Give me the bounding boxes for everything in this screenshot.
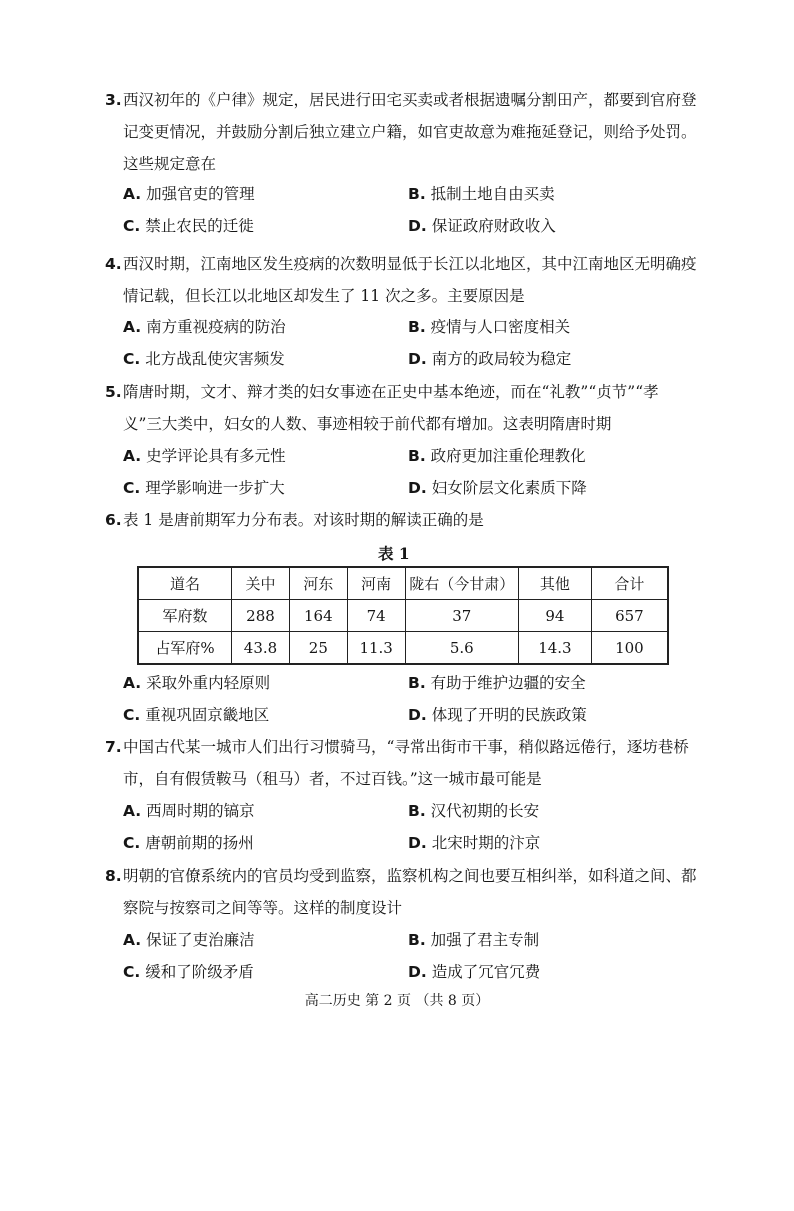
question-text-line: 市，自有假赁鞍马（租马）者，不过百钱。”这一城市最可能是	[123, 770, 542, 788]
table-cell: 43.8	[232, 632, 290, 665]
table-cell: 14.3	[519, 632, 592, 665]
option-c[interactable]: C. 北方战乱使灾害频发	[123, 350, 285, 368]
question-text-line: 表 1 是唐前期军力分布表。对该时期的解读正确的是	[123, 511, 484, 529]
table-cell: 37	[405, 600, 518, 632]
question-text-line: 记变更情况，并鼓励分割后独立建立户籍，如官吏故意为难拖延登记，则给予处罚。	[123, 123, 697, 141]
table-cell: 100	[591, 632, 668, 665]
table-header-cell: 合计	[591, 567, 668, 600]
question-text-line: 隋唐时期，文才、辩才类的妇女事迹在正史中基本绝迹，而在“礼教”“贞节”“孝	[123, 383, 659, 401]
table-header-cell: 道名	[138, 567, 232, 600]
option-b[interactable]: B. 汉代初期的长安	[408, 802, 540, 820]
question-text-line: 西汉时期，江南地区发生疫病的次数明显低于长江以北地区，其中江南地区无明确疫	[123, 255, 697, 273]
table-header-cell: 关中	[232, 567, 290, 600]
table-cell: 164	[289, 600, 347, 632]
option-c[interactable]: C. 缓和了阶级矛盾	[123, 963, 254, 981]
option-d[interactable]: D. 造成了冗官冗费	[408, 963, 541, 981]
option-d[interactable]: D. 妇女阶层文化素质下降	[408, 479, 587, 497]
table-cell: 657	[591, 600, 668, 632]
option-b[interactable]: B. 疫情与人口密度相关	[408, 318, 571, 336]
option-a[interactable]: A. 加强官吏的管理	[123, 185, 255, 203]
question-number: 7.	[105, 738, 122, 756]
question-text-line: 情记载，但长江以北地区却发生了 11 次之多。主要原因是	[123, 287, 525, 305]
table-header-row	[138, 567, 668, 600]
option-c[interactable]: C. 理学影响进一步扩大	[123, 479, 285, 497]
option-d[interactable]: D. 保证政府财政收入	[408, 217, 556, 235]
option-a[interactable]: A. 南方重视疫病的防治	[123, 318, 286, 336]
table-cell: 5.6	[405, 632, 518, 665]
question-text-line: 义”三大类中，妇女的人数、事迹相较于前代都有增加。这表明隋唐时期	[123, 415, 612, 433]
option-b[interactable]: B. 抵制土地自由买卖	[408, 185, 555, 203]
option-d[interactable]: D. 体现了开明的民族政策	[408, 706, 587, 724]
table-header-cell: 其他	[519, 567, 592, 600]
option-a[interactable]: A. 采取外重内轻原则	[123, 674, 271, 692]
table-row	[138, 632, 668, 665]
question-text-line: 这些规定意在	[123, 155, 217, 173]
question-number: 4.	[105, 255, 122, 273]
table-header-cell: 陇右（今甘肃）	[405, 567, 518, 600]
option-b[interactable]: B. 有助于维护边疆的安全	[408, 674, 586, 692]
table-cell: 军府数	[138, 600, 232, 632]
army-distribution-table	[137, 566, 669, 665]
table-caption: 表 1	[378, 544, 410, 563]
question-number: 6.	[105, 511, 122, 529]
question-text-line: 中国古代某一城市人们出行习惯骑马，“寻常出街市干事，稍似路远倦行，逐坊巷桥	[123, 738, 689, 756]
option-a[interactable]: A. 西周时期的镐京	[123, 802, 255, 820]
question-text-line: 察院与按察司之间等等。这样的制度设计	[123, 899, 403, 917]
option-b[interactable]: B. 加强了君主专制	[408, 931, 540, 949]
table-header-cell: 河东	[289, 567, 347, 600]
question-text-line: 西汉初年的《户律》规定，居民进行田宅买卖或者根据遗嘱分割田产，都要到官府登	[123, 91, 697, 109]
question-number: 3.	[105, 91, 122, 109]
option-d[interactable]: D. 北宋时期的汴京	[408, 834, 541, 852]
option-b[interactable]: B. 政府更加注重伦理教化	[408, 447, 586, 465]
table-cell: 11.3	[347, 632, 405, 665]
table-cell: 25	[289, 632, 347, 665]
option-c[interactable]: C. 唐朝前期的扬州	[123, 834, 254, 852]
table-header-cell: 河南	[347, 567, 405, 600]
table-cell: 94	[519, 600, 592, 632]
question-number: 5.	[105, 383, 122, 401]
table-cell: 288	[232, 600, 290, 632]
option-a[interactable]: A. 保证了吏治廉洁	[123, 931, 255, 949]
option-d[interactable]: D. 南方的政局较为稳定	[408, 350, 572, 368]
page-footer: 高二历史 第 2 页 （共 8 页）	[304, 993, 490, 1009]
option-c[interactable]: C. 禁止农民的迁徙	[123, 217, 254, 235]
option-c[interactable]: C. 重视巩固京畿地区	[123, 706, 270, 724]
option-a[interactable]: A. 史学评论具有多元性	[123, 447, 286, 465]
question-text-line: 明朝的官僚系统内的官员均受到监察，监察机构之间也要互相纠举，如科道之间、都	[123, 867, 697, 885]
question-number: 8.	[105, 867, 122, 885]
table-cell: 74	[347, 600, 405, 632]
table-cell: 占军府%	[138, 632, 232, 665]
table-row	[138, 600, 668, 632]
